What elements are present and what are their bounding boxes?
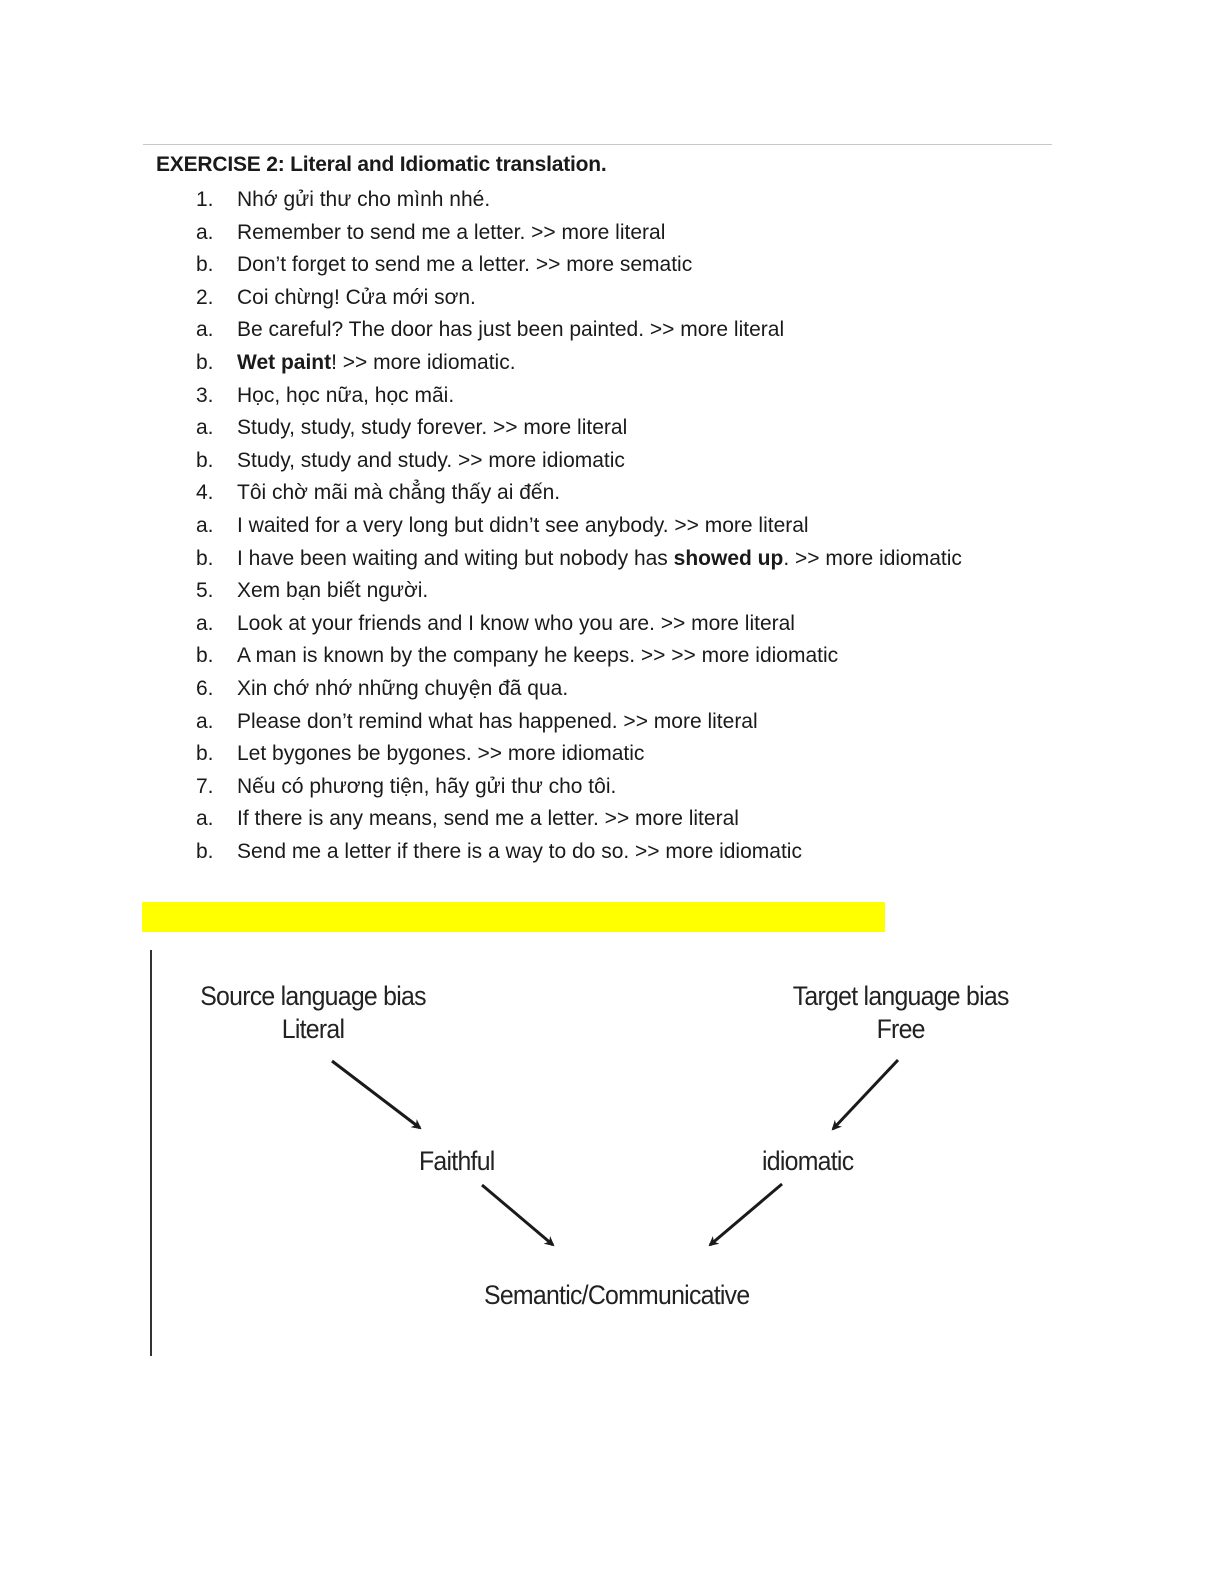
arrow-target-to-idiomatic [833, 1060, 898, 1129]
item-text-part: Xin chớ nhớ những chuyện đã qua. [237, 676, 569, 700]
item-text [237, 380, 454, 413]
item-marker: a. [196, 611, 214, 635]
item-text [237, 347, 516, 380]
item-marker: 7. [196, 774, 214, 798]
item-text-part: Let bygones be bygones. >> more idiomatic [237, 742, 645, 766]
source-literal-text: Literal [281, 1014, 345, 1044]
item-marker: b. [196, 448, 214, 472]
item-text-bold: Wet paint [237, 350, 332, 374]
exercise-title: EXERCISE 2: Literal and Idiomatic translation. [156, 153, 607, 176]
item-marker: 1. [196, 188, 214, 211]
item-text-part: ! >> more idiomatic. [331, 350, 516, 374]
item-text-part: I have been waiting and witing but nobody has [237, 546, 674, 570]
item-text-part: Học, học nữa, học mãi. [237, 383, 455, 407]
idiomatic-label: idiomatic [762, 1146, 854, 1176]
item-text [237, 575, 428, 608]
item-text-part: Nhớ gửi thư cho mình nhé. [237, 188, 491, 211]
item-marker: 3. [196, 383, 214, 407]
item-text-part: Study, study and study. >> more idiomatic [237, 448, 625, 472]
faithful-label: Faithful [419, 1146, 495, 1176]
item-text [237, 673, 568, 706]
item-text-part: Tôi chờ mãi mà chẳng thấy ai đến. [237, 481, 561, 505]
item-text-part: . >> more idiomatic [783, 546, 962, 570]
item-text-part: Don’t forget to send me a letter. >> more sematic [237, 253, 693, 277]
item-text [237, 738, 644, 771]
item-text-part: Study, study, study forever. >> more literal [237, 416, 628, 440]
item-text-part: Be careful? The door has just been painted. >> more literal [237, 318, 785, 342]
diagram-left-border [150, 950, 152, 1356]
item-text-bold: showed up [673, 546, 784, 570]
item-marker: 6. [196, 676, 214, 700]
item-marker: 5. [196, 579, 214, 603]
item-text [237, 510, 809, 543]
item-text [237, 217, 665, 250]
arrow-idiomatic-to-semantic [710, 1184, 782, 1245]
item-text-part: Coi chừng! Cửa mới sơn. [237, 285, 476, 309]
source-language-label [198, 980, 428, 1046]
item-text [237, 836, 802, 869]
item-marker: 2. [196, 285, 214, 309]
item-text [237, 803, 739, 836]
item-marker: 4. [196, 481, 214, 505]
item-text [237, 314, 784, 347]
top-divider [143, 144, 1052, 145]
item-marker: b. [196, 644, 214, 668]
item-text [237, 445, 625, 478]
item-text-part: I waited for a very long but didn’t see anybody. >> more literal [237, 513, 809, 537]
item-text [237, 477, 560, 510]
item-marker: a. [196, 709, 214, 733]
item-text [237, 412, 627, 445]
item-text-part: If there is any means, send me a letter. >> more literal [237, 807, 739, 831]
item-text [237, 184, 490, 217]
item-marker: a. [196, 416, 214, 440]
target-bias-text: Target language bias [792, 981, 1009, 1011]
item-text-part: Send me a letter if there is a way to do so. >> more idiomatic [237, 839, 802, 863]
item-text [237, 608, 795, 641]
source-bias-text: Source language bias [200, 981, 426, 1011]
item-text [237, 640, 838, 673]
item-text-part: A man is known by the company he keeps. >> >> more idiomatic [237, 644, 839, 668]
item-marker: b. [196, 546, 214, 570]
item-marker: b. [196, 350, 214, 374]
item-marker: b. [196, 839, 214, 863]
item-text-part: Look at your friends and I know who you are. >> more literal [237, 611, 795, 635]
item-marker: a. [196, 513, 214, 537]
highlight-bar [142, 902, 885, 932]
item-text-part: Remember to send me a letter. >> more literal [237, 220, 666, 244]
item-marker: b. [196, 253, 214, 277]
item-marker: a. [196, 318, 214, 342]
item-text-part: Nếu có phương tiện, hãy gửi thư cho tôi. [237, 774, 617, 798]
item-text-part: Xem bạn biết người. [237, 579, 429, 603]
arrow-source-to-faithful [332, 1061, 420, 1128]
item-text [237, 771, 616, 804]
target-free-text: Free [876, 1014, 925, 1044]
semantic-communicative-label: Semantic/Communicative [484, 1280, 750, 1310]
item-marker: a. [196, 220, 214, 244]
item-marker: b. [196, 742, 214, 766]
target-language-label [788, 980, 1013, 1046]
item-text [237, 282, 476, 315]
item-text [237, 249, 692, 282]
item-text [237, 706, 758, 739]
arrow-faithful-to-semantic [482, 1185, 553, 1245]
item-marker: a. [196, 807, 214, 831]
item-text-part: Please don’t remind what has happened. >> more literal [237, 709, 758, 733]
item-text [237, 543, 962, 576]
